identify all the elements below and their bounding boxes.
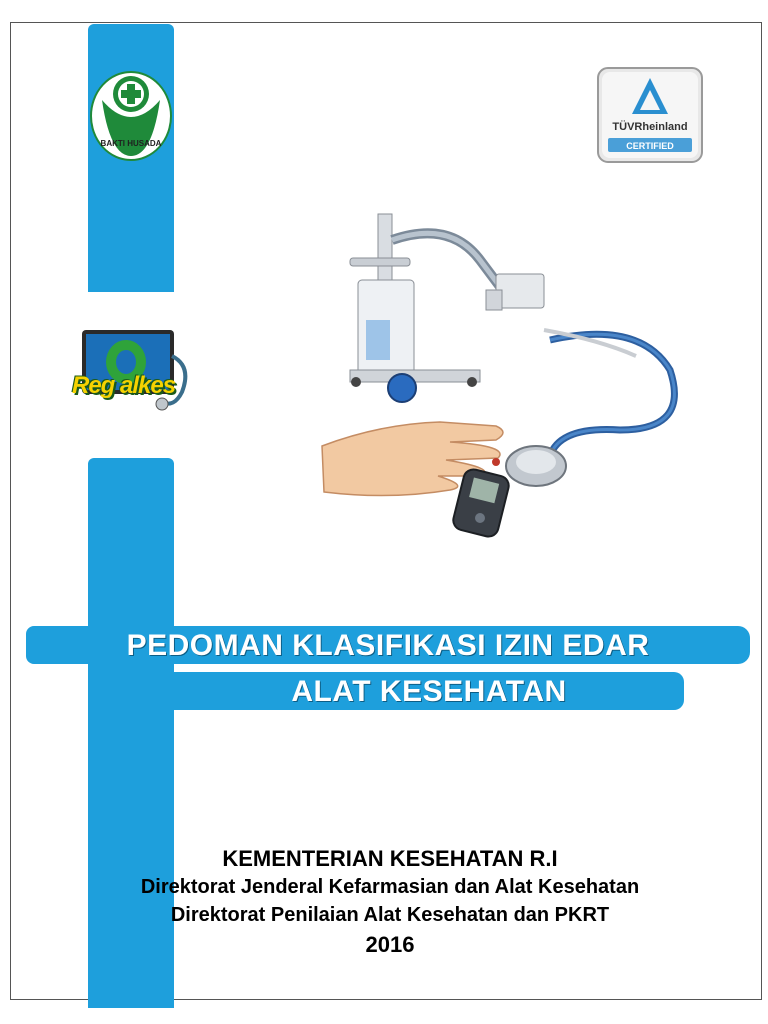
xray-column [378, 214, 392, 284]
glucose-meter [451, 467, 511, 538]
bakti-husada-text: BAKTI HUSADA [100, 139, 162, 148]
tuv-certified-text: CERTIFIED [626, 141, 674, 151]
xray-base [350, 370, 480, 382]
tuv-rheinland-logo [596, 66, 704, 164]
title-line-2: ALAT KESEHATAN [174, 672, 684, 710]
regalkes-text: Reg alkes [72, 372, 176, 399]
title-line-1: PEDOMAN KLASIFIKASI IZIN EDAR [26, 626, 750, 664]
directorate: Direktorat Penilaian Alat Kesehatan dan PKRT [170, 904, 610, 926]
bakti-husada-logo [88, 64, 174, 172]
tuv-brand-text: TÜVRheinland [612, 121, 688, 133]
publication-year: 2016 [365, 932, 415, 957]
xray-head [496, 274, 544, 308]
xray-wheel [388, 374, 416, 402]
directorate-general: Direktorat Jenderal Kefarmasian dan Alat Kesehatan [140, 876, 640, 898]
ministry-name: KEMENTERIAN KESEHATAN R.I [222, 846, 558, 871]
medical-devices-illustration [300, 200, 700, 540]
